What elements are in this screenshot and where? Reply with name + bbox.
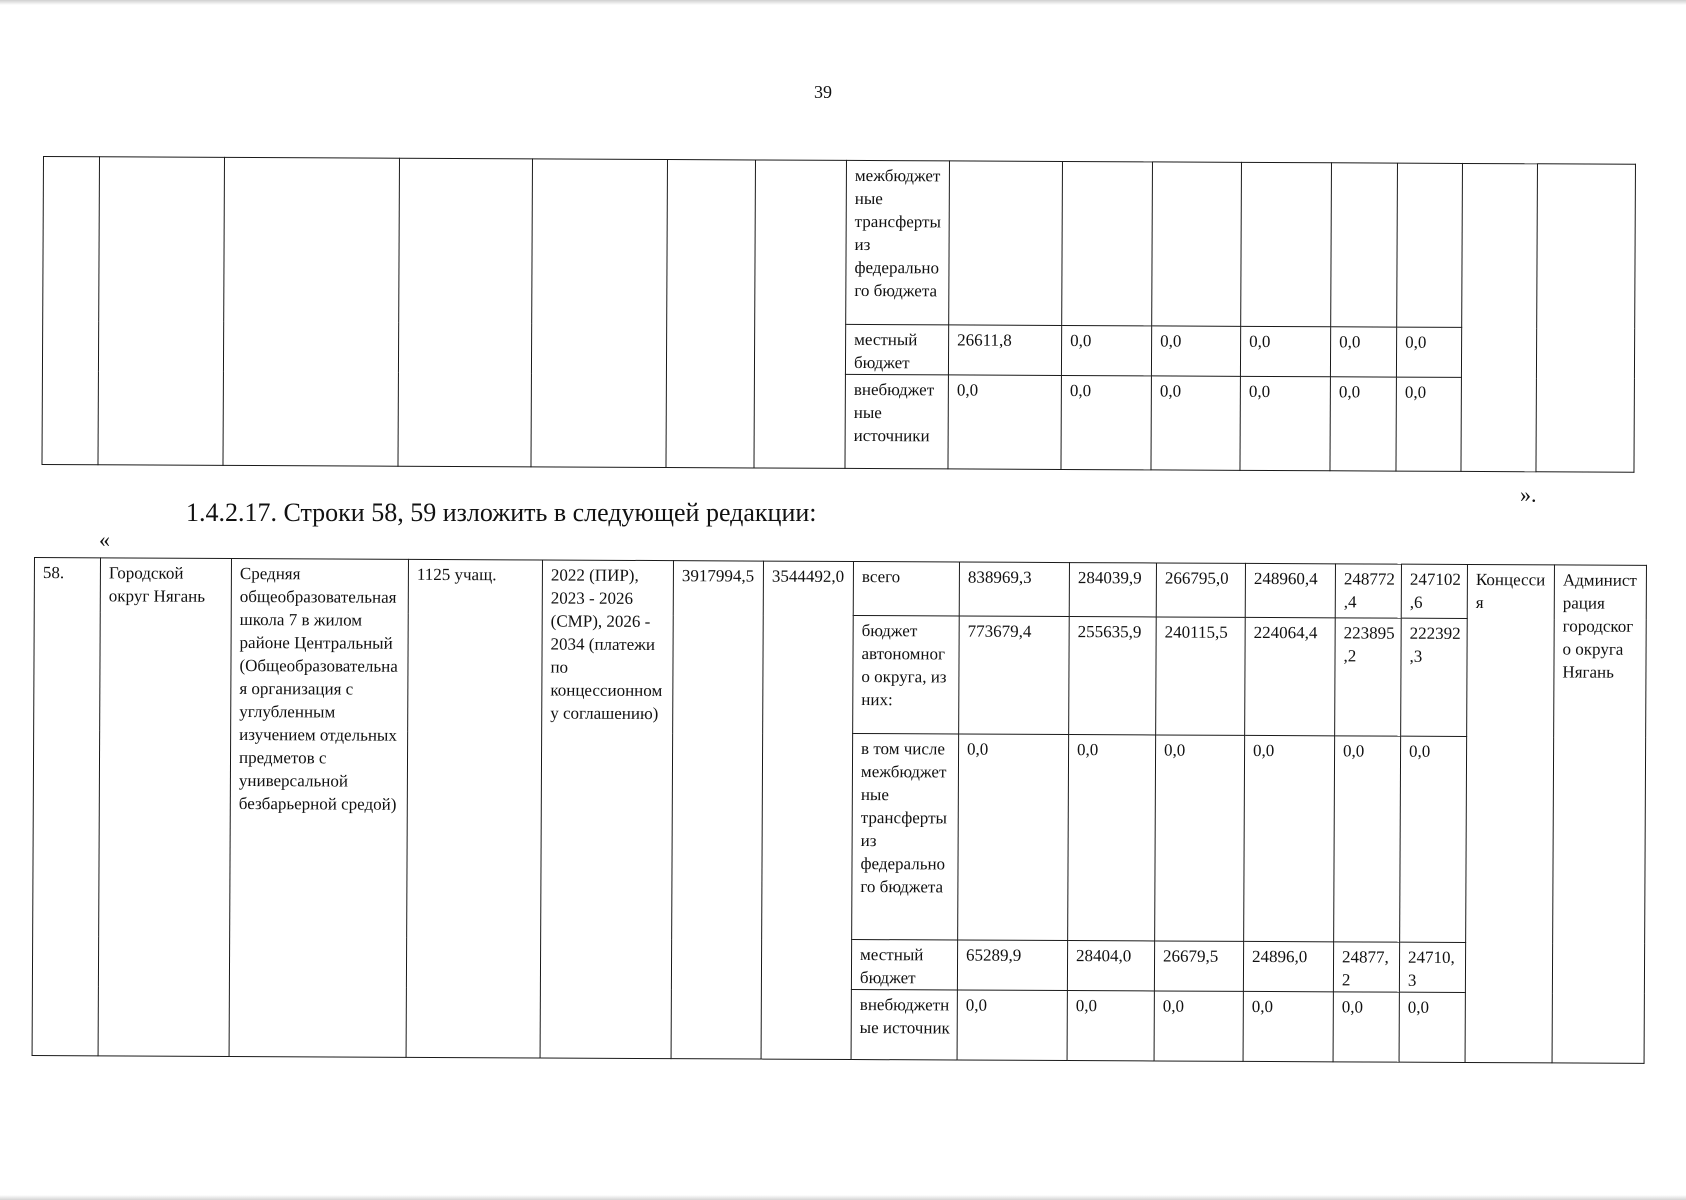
funding-value: 255635,9 — [1069, 617, 1157, 735]
funding-value — [1331, 163, 1398, 327]
funding-source: бюджет автономного округа, из них: — [853, 616, 960, 735]
row-number: 58. — [32, 558, 100, 1056]
funding-value: 222392,3 — [1401, 618, 1468, 736]
instruction-text: 1.4.2.17. Строки 58, 59 изложить в следующей редакции: — [186, 498, 817, 527]
funding-value: 248960,4 — [1245, 563, 1335, 617]
funding-source: в том числе межбюджетные трансферты из федерального бюджета — [852, 734, 959, 941]
funding-value: 0,0 — [1330, 327, 1396, 377]
funding-value: 0,0 — [1154, 991, 1243, 1061]
funding-value: 26611,8 — [948, 325, 1061, 376]
funding-value: 0,0 — [957, 990, 1067, 1061]
responsible: Администрация городского округа Нягань — [1552, 565, 1646, 1063]
funding-value: 0,0 — [1400, 736, 1467, 942]
implementation-period: 2022 (ПИР), 2023 - 2026 (СМР), 2026 - 2034 (платежи по концессионному соглашению) — [540, 560, 673, 1059]
cell-object — [223, 157, 400, 466]
opening-quote: « — [99, 527, 110, 552]
funding-source: внебюджетные источник — [851, 989, 957, 1060]
funding-source: межбюджетные трансферты из федерального бюджета — [846, 160, 950, 325]
funding-source: местный бюджет — [851, 940, 957, 991]
funding-value: 240115,5 — [1156, 617, 1246, 735]
funding-value: 65289,9 — [957, 940, 1067, 991]
funding-value: 248772,4 — [1335, 564, 1401, 618]
funding-value: 24896,0 — [1243, 941, 1333, 991]
cell-number — [42, 157, 100, 465]
cell-municipality — [98, 157, 225, 466]
funding-value: 838969,3 — [959, 562, 1069, 617]
funding-value: 0,0 — [958, 734, 1069, 941]
funding-value: 0,0 — [1061, 325, 1151, 375]
funding-value: 0,0 — [1244, 735, 1335, 941]
funding-source: местный бюджет — [845, 324, 948, 375]
funding-value: 0,0 — [1151, 326, 1240, 376]
funding-value: 0,0 — [1240, 376, 1330, 470]
funding-value: 0,0 — [1061, 375, 1151, 469]
scan-edge-bottom — [0, 1195, 1686, 1200]
table-row — [34, 558, 1646, 620]
funding-value: 0,0 — [1243, 991, 1333, 1061]
cell-period — [531, 159, 668, 468]
funding-value: 773679,4 — [959, 616, 1070, 735]
page-number: 39 — [814, 82, 832, 102]
cell-capacity — [398, 158, 533, 467]
funding-value: 0,0 — [1399, 992, 1465, 1062]
funding-value — [1397, 163, 1463, 327]
funding-value: 266795,0 — [1156, 563, 1245, 617]
funding-value: 0,0 — [1155, 735, 1245, 941]
funding-value: 247102,6 — [1401, 564, 1467, 618]
funding-value: 0,0 — [1330, 377, 1396, 471]
funding-value — [1062, 161, 1153, 325]
funding-value: 0,0 — [1334, 736, 1401, 942]
funding-value: 223895,2 — [1335, 618, 1402, 736]
funding-source: всего — [853, 562, 959, 617]
funding-value: 0,0 — [1396, 377, 1461, 471]
funding-value: 0,0 — [1396, 327, 1461, 377]
funding-value: 24710,3 — [1399, 942, 1465, 992]
scan-edge-top — [0, 0, 1686, 5]
funding-value: 0,0 — [1151, 376, 1240, 470]
funding-value: 0,0 — [1240, 326, 1330, 376]
row-58-table — [32, 557, 1647, 1064]
continued-table — [41, 156, 1635, 473]
funding-value: 28404,0 — [1067, 941, 1154, 991]
funding-value: 0,0 — [948, 375, 1061, 470]
cell-cost-total — [666, 160, 756, 468]
cell-mechanism — [1461, 163, 1538, 471]
capacity: 1125 учащ. — [406, 559, 542, 1058]
funding-value: 284039,9 — [1069, 563, 1156, 617]
cell-responsible — [1536, 164, 1636, 472]
cost-total: 3917994,5 — [671, 561, 763, 1059]
funding-source: внебюджетные источники — [845, 374, 948, 469]
funding-value: 0,0 — [1068, 735, 1156, 941]
table-row — [43, 157, 1636, 329]
funding-value: 26679,5 — [1154, 941, 1243, 991]
closing-quote: ». — [1520, 482, 1537, 507]
funding-value: 0,0 — [1067, 991, 1154, 1061]
funding-value — [1241, 162, 1332, 326]
mechanism: Концессия — [1465, 565, 1554, 1063]
cost-remaining: 3544492,0 — [761, 561, 853, 1059]
object-name: Средняя общеобразовательная школа 7 в жилом районе Центральный (Общеобразовательная организация с углубленным изучением отдельных предметов с универсальной безбарьерной средой) — [229, 558, 408, 1057]
funding-value: 0,0 — [1333, 992, 1399, 1062]
municipality: Городской округ Нягань — [98, 558, 231, 1057]
cell-cost-remaining — [754, 160, 847, 468]
funding-value: 224064,4 — [1245, 617, 1336, 735]
funding-value: 24877,2 — [1333, 942, 1399, 992]
funding-value — [1152, 162, 1242, 326]
funding-value — [949, 161, 1063, 326]
